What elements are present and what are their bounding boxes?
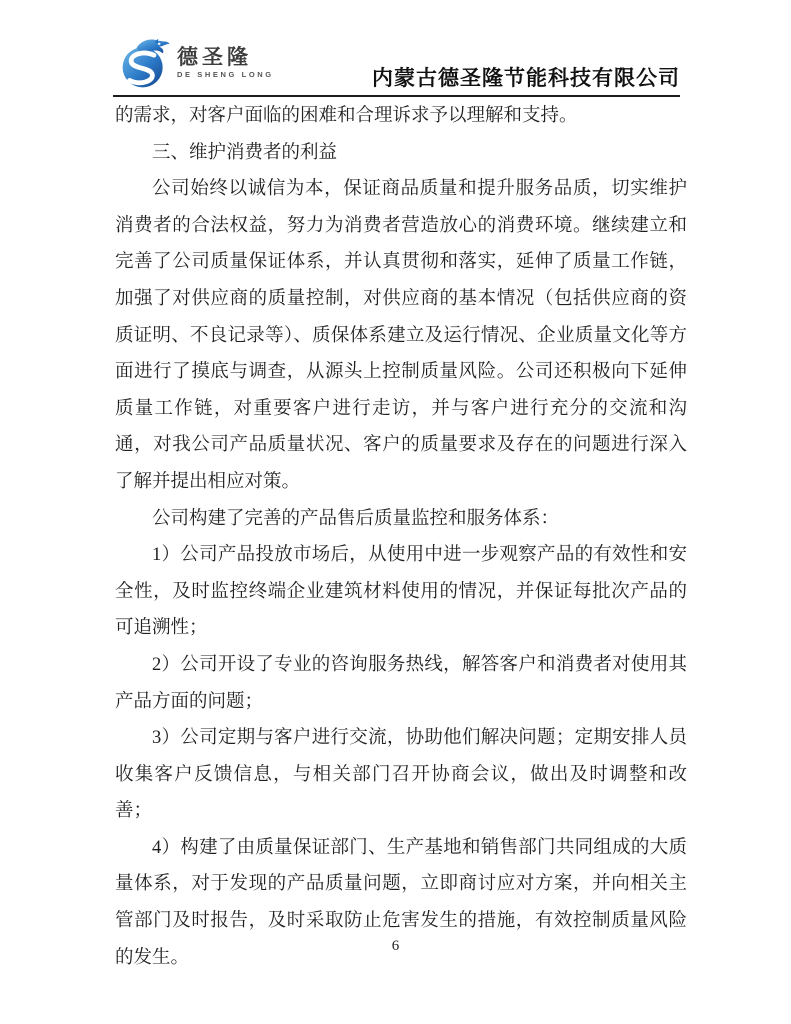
header-rule — [113, 95, 680, 97]
list-item-4: 4）构建了由质量保证部门、生产基地和销售部门共同组成的大质量体系，对于发现的产品质量问题，立即商讨应对方案，并向相关主管部门及时报告，及时采取防止危害发生的措施，有效控制质量风险的发生。 — [115, 837, 687, 968]
company-logo — [119, 36, 274, 90]
document-body — [115, 98, 687, 976]
company-name: 内蒙古德圣隆节能科技有限公司 — [372, 66, 680, 90]
page-header — [113, 0, 680, 97]
page-number: 6 — [391, 938, 400, 954]
list-item-2: 2）公司开设了专业的咨询服务热线，解答客户和消费者对使用其产品方面的问题； — [115, 654, 687, 712]
section-heading: 三、维护消费者的利益 — [152, 142, 338, 163]
paragraph-continuation: 的需求，对客户面临的困难和合理诉求予以理解和支持。 — [115, 106, 578, 126]
logo-text-block — [177, 47, 274, 79]
logo-name-cn: 德圣隆 — [177, 46, 252, 69]
logo-name-en: DE SHENG LONG — [177, 70, 274, 79]
paragraph-service-system-lead: 公司构建了完善的产品售后质量监控和服务体系： — [152, 508, 560, 529]
dragon-s-logo-icon — [119, 36, 175, 90]
list-item-3: 3）公司定期与客户进行交流，协助他们解决问题；定期安排人员收集客户反馈信息，与相关部门召开协商会议，做出及时调整和改善； — [115, 728, 687, 822]
paragraph-consumer-rights: 公司始终以诚信为本，保证商品质量和提升服务品质，切实维护消费者的合法权益，努力为消费者营造放心的消费环境。继续建立和完善了公司质量保证体系，并认真贯彻和落实，延伸了质量工作链，加强了对供应商的质量控制，对供应商的基本情况（包括供应商的资质证明、不良记录等）、质保体系建立及运行情况、企业质量文化等方面进行了摸底与调查，从源头上控制质量风险。公司还积极向下延伸质量工作链，对重要客户进行走访，并与客户进行充分的交流和沟通，对我公司产品质量状况、客户的质量要求及存在的问题进行深入了解并提出相应对策。 — [115, 179, 687, 492]
list-item-1: 1）公司产品投放市场后，从使用中进一步观察产品的有效性和安全性，及时监控终端企业建筑材料使用的情况，并保证每批次产品的可追溯性； — [115, 545, 687, 639]
